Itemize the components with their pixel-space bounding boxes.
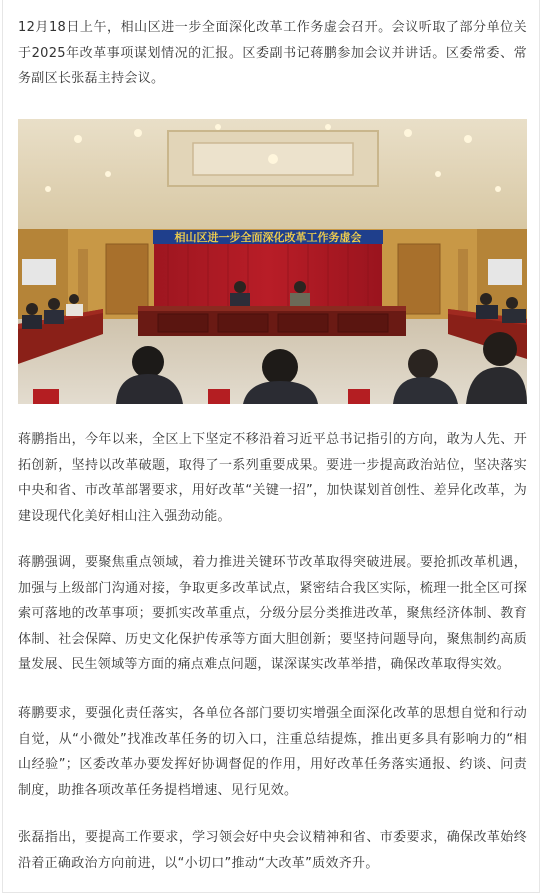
paragraph-5: 张磊指出，要提高工作要求，学习领会好中央会议精神和省、市委要求，确保改革始终沿着正确政治方向前进，以“小切口”推动“大改革”质效齐升。 [18, 830, 527, 871]
paragraph-intro: 12月18日上午，相山区进一步全面深化改革工作务虚会召开。会议听取了部分单位关于2025年改革事项谋划情况的汇报。区委副书记蒋鹏参加会议并讲话。区委常委、常务副区长张磊主持会议。 [18, 20, 527, 86]
meeting-photo [18, 119, 527, 404]
paragraph-2: 蒋鹏指出，今年以来，全区上下坚定不移沿着习近平总书记指引的方向，敢为人先、开拓创新，坚持以改革破题，取得了一系列重要成果。要进一步提高政治站位，坚决落实中央和省、市改革部署要求，用好改革“关键一招”，加快谋划首创性、差异化改革，为建设现代化美好相山注入强劲动能。 [18, 432, 527, 524]
paragraph-4: 蒋鹏要求，要强化责任落实，各单位各部门要切实增强全面深化改革的思想自觉和行动自觉，从“小微处”找准改革任务的切入口，注重总结提炼，推出更多具有影响力的“相山经验”；区委改革办要发挥好协调督促的作用，用好改革任务落实通报、约谈、问责制度，助推各项改革任务提档增速、见行见效。 [18, 706, 527, 798]
article-frame [2, 0, 540, 893]
paragraph-3: 蒋鹏强调，要聚焦重点领域，着力推进关键环节改革取得突破进展。要抢抓改革机遇，加强与上级部门沟通对接，争取更多改革试点，紧密结合我区实际，梳理一批全区可探索可落地的改革事项；要抓实改革重点，分级分层分类推进改革，聚焦经济体制、教育体制、社会保障、历史文化保护传承等方面大胆创新；要坚持问题导向，聚焦制约高质量发展、民生领域等方面的痛点难点问题，谋深谋实改革举措，确保改革取得实效。 [18, 555, 527, 672]
banner-text: 相山区进一步全面深化改革工作务虚会 [174, 231, 362, 244]
